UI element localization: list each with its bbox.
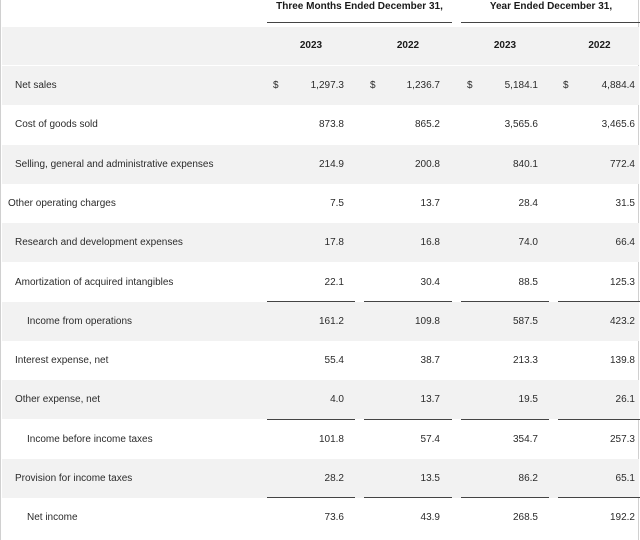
row-label: Research and development expenses [15,237,183,248]
cell-value: 192.2 [609,512,635,523]
cell-value: 268.5 [512,512,538,523]
cell-value: 86.2 [518,473,538,484]
cell-value: 109.8 [414,316,440,327]
table-row [2,498,639,537]
table-row [2,341,639,380]
currency-symbol: $ [370,80,376,91]
subtotal-rule [558,301,640,302]
cell-value: 28.2 [324,473,344,484]
currency-symbol: $ [273,80,279,91]
cell-value: 13.7 [420,394,440,405]
subtotal-rule [364,497,452,498]
cell-value: 5,184.1 [504,80,538,91]
row-label: Income before income taxes [27,434,153,445]
cell-value: 7.5 [330,198,344,209]
cell-value: 3,565.6 [504,119,538,130]
subtotal-rule [267,301,355,302]
row-label: Interest expense, net [15,355,109,366]
subtotal-rule [364,419,452,420]
table-row [2,105,639,144]
cell-value: 873.8 [318,119,344,130]
cell-value: 65.1 [615,473,635,484]
cell-value: 55.4 [324,355,344,366]
table-row [2,380,639,419]
row-label: Income from operations [27,316,133,327]
subtotal-rule [461,497,549,498]
cell-value: 30.4 [420,277,440,288]
table-row [2,302,639,341]
row-label: Net sales [15,80,57,91]
header-year-ended-label: Year Ended December 31, [489,1,613,12]
cell-value: 587.5 [512,316,538,327]
cell-value: 200.8 [414,159,440,170]
table-row [2,66,639,105]
subtotal-rule [461,301,549,302]
header-year-ended [461,0,640,24]
cell-value: 125.3 [609,277,635,288]
cell-value: 43.9 [420,512,440,523]
cell-value: 354.7 [512,434,538,445]
subtotal-rule [558,497,640,498]
cell-value: 74.0 [518,237,538,248]
cell-value: 772.4 [609,159,635,170]
cell-value: 3,465.6 [601,119,635,130]
currency-symbol: $ [563,80,569,91]
cell-value: 17.8 [324,237,344,248]
cell-value: 28.4 [518,198,538,209]
cell-value: 73.6 [324,512,344,523]
table-row [2,223,639,262]
subtotal-rule [461,419,549,420]
cell-value: 865.2 [414,119,440,130]
subtotal-rule [267,419,355,420]
table-row [2,145,639,184]
cell-value: 423.2 [609,316,635,327]
row-label: Selling, general and administrative expenses [15,159,214,170]
cell-value: 257.3 [609,434,635,445]
table-row [2,184,639,223]
subtotal-rule [364,301,452,302]
cell-value: 16.8 [420,237,440,248]
cell-value: 139.8 [609,355,635,366]
row-label: Other expense, net [15,394,101,405]
cell-value: 101.8 [318,434,344,445]
row-label: Amortization of acquired intangibles [15,277,174,288]
header-three-months-label: Three Months Ended December 31, [276,1,443,12]
cell-value: 26.1 [615,394,635,405]
subtotal-rule [558,419,640,420]
cell-value: 38.7 [420,355,440,366]
row-label: Net income [27,512,78,523]
cell-value: 214.9 [318,159,344,170]
year-header-y-2023: 2023 [493,40,517,51]
row-label: Cost of goods sold [15,119,98,130]
cell-value: 13.5 [420,473,440,484]
cell-value: 840.1 [512,159,538,170]
currency-symbol: $ [467,80,473,91]
cell-value: 88.5 [518,277,538,288]
cell-value: 1,236.7 [406,80,440,91]
table-row [2,420,639,459]
cell-value: 4.0 [330,394,344,405]
row-label: Other operating charges [8,198,116,209]
year-header-q-2022: 2022 [396,40,420,51]
year-header-q-2023: 2023 [299,40,323,51]
row-label: Provision for income taxes [15,473,133,484]
header-three-months [267,0,452,24]
cell-value: 213.3 [512,355,538,366]
cell-value: 4,884.4 [601,80,635,91]
table-row [2,263,639,302]
cell-value: 31.5 [615,198,635,209]
cell-value: 22.1 [324,277,344,288]
cell-value: 66.4 [615,237,635,248]
cell-value: 161.2 [318,316,344,327]
year-header-y-2022: 2022 [588,40,611,51]
cell-value: 1,297.3 [310,80,344,91]
cell-value: 13.7 [420,198,440,209]
cell-value: 57.4 [420,434,440,445]
subtotal-rule [267,497,355,498]
table-row [2,459,639,498]
cell-value: 19.5 [518,394,538,405]
